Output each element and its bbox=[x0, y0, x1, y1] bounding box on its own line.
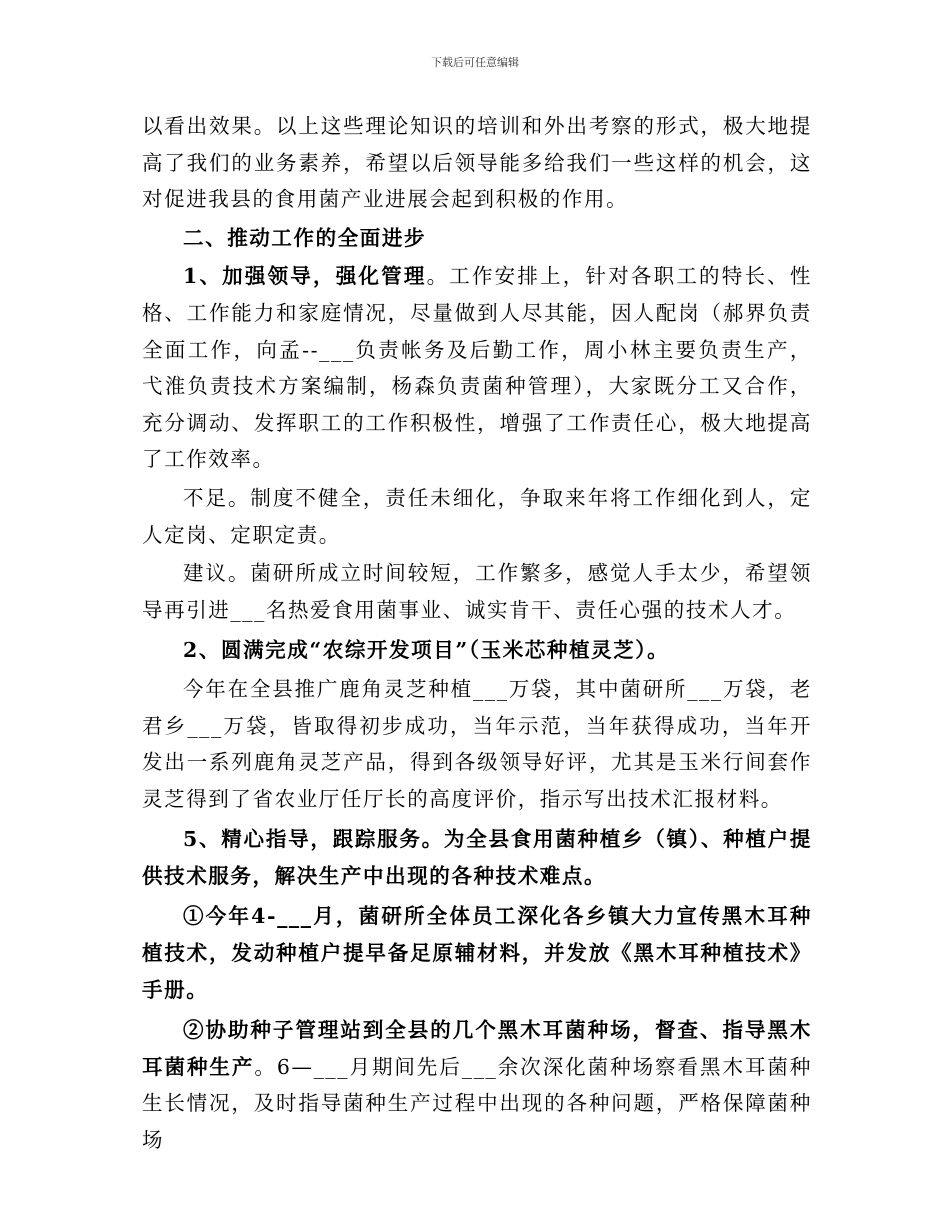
subheading-leadership: 1、加强领导，强化管理 bbox=[183, 264, 427, 289]
item-two-text: 。6—___月期间先后___余次深化菌种场察看黑木耳菌种生长情况，及时指导菌种生产过程中出现的各种问题，严格保障菌种场 bbox=[142, 1054, 812, 1153]
paragraph-suggestions: 建议。菌研所成立时间较短，工作繁多，感觉人手太少，希望领导再引进___名热爱食用菌事业、诚实肯干、责任心强的技术人才。 bbox=[142, 561, 812, 622]
paragraph-shortcomings: 不足。制度不健全，责任未细化，争取来年将工作细化到人，定人定岗、定职定责。 bbox=[142, 485, 812, 547]
section-heading-2: 二、推动工作的全面进步 bbox=[183, 225, 427, 250]
document-body bbox=[142, 108, 812, 1159]
paragraph-leadership bbox=[142, 258, 812, 478]
page-header: 下载后可任意编辑 bbox=[431, 56, 519, 69]
paragraph-leadership-text: 。工作安排上，针对各职工的特长、性格、工作能力和家庭情况，尽量做到人尽其能，因人配岗（郝界负责全面工作，向孟--___负责帐务及后勤工作，周小林主要负责生产，弋淮负责技术方案编制，杨森负责菌种管理），大家既分工又合作，充分调动、发挥职工的工作积极性，增强了工作责任心，极大地提高了工作效率。 bbox=[142, 264, 812, 472]
paragraph-project: 今年在全县推广鹿角灵芝种植___万袋，其中菌研所___万袋，老君乡___万袋，皆取得初步成功，当年示范，当年获得成功，当年开发出一系列鹿角灵芝产品，得到各级领导好评，尤其是玉米行间套作灵芝得到了省农业厅任厅长的高度评价，指示写出技术汇报材料。 bbox=[142, 676, 812, 811]
item-one: ①今年4-___月，菌研所全体员工深化各乡镇大力宣传黑木耳种植技术，发动种植户提早备足原辅材料，并发放《黑木耳种植技术》手册。 bbox=[142, 904, 812, 1002]
paragraph-continuation: 以看出效果。以上这些理论知识的培训和外出考察的形式，极大地提高了我们的业务素养，希望以后领导能多给我们一些这样的机会，这对促进我县的食用菌产业进展会起到积极的作用。 bbox=[142, 114, 812, 212]
subheading-project: 2、圆满完成“农综开发项目”（玉米芯种植灵芝）。 bbox=[183, 638, 670, 663]
subheading-guidance: 5、精心指导，跟踪服务。为全县食用菌种植乡（镇）、种植户提供技术服务，解决生产中出现的各种技术难点。 bbox=[142, 827, 812, 888]
item-two-heading: ②协助种子管理站到全县的几个黑木耳菌种场，督查、指导黑木耳菌种生产 bbox=[142, 1018, 812, 1079]
item-two bbox=[142, 1012, 812, 1158]
